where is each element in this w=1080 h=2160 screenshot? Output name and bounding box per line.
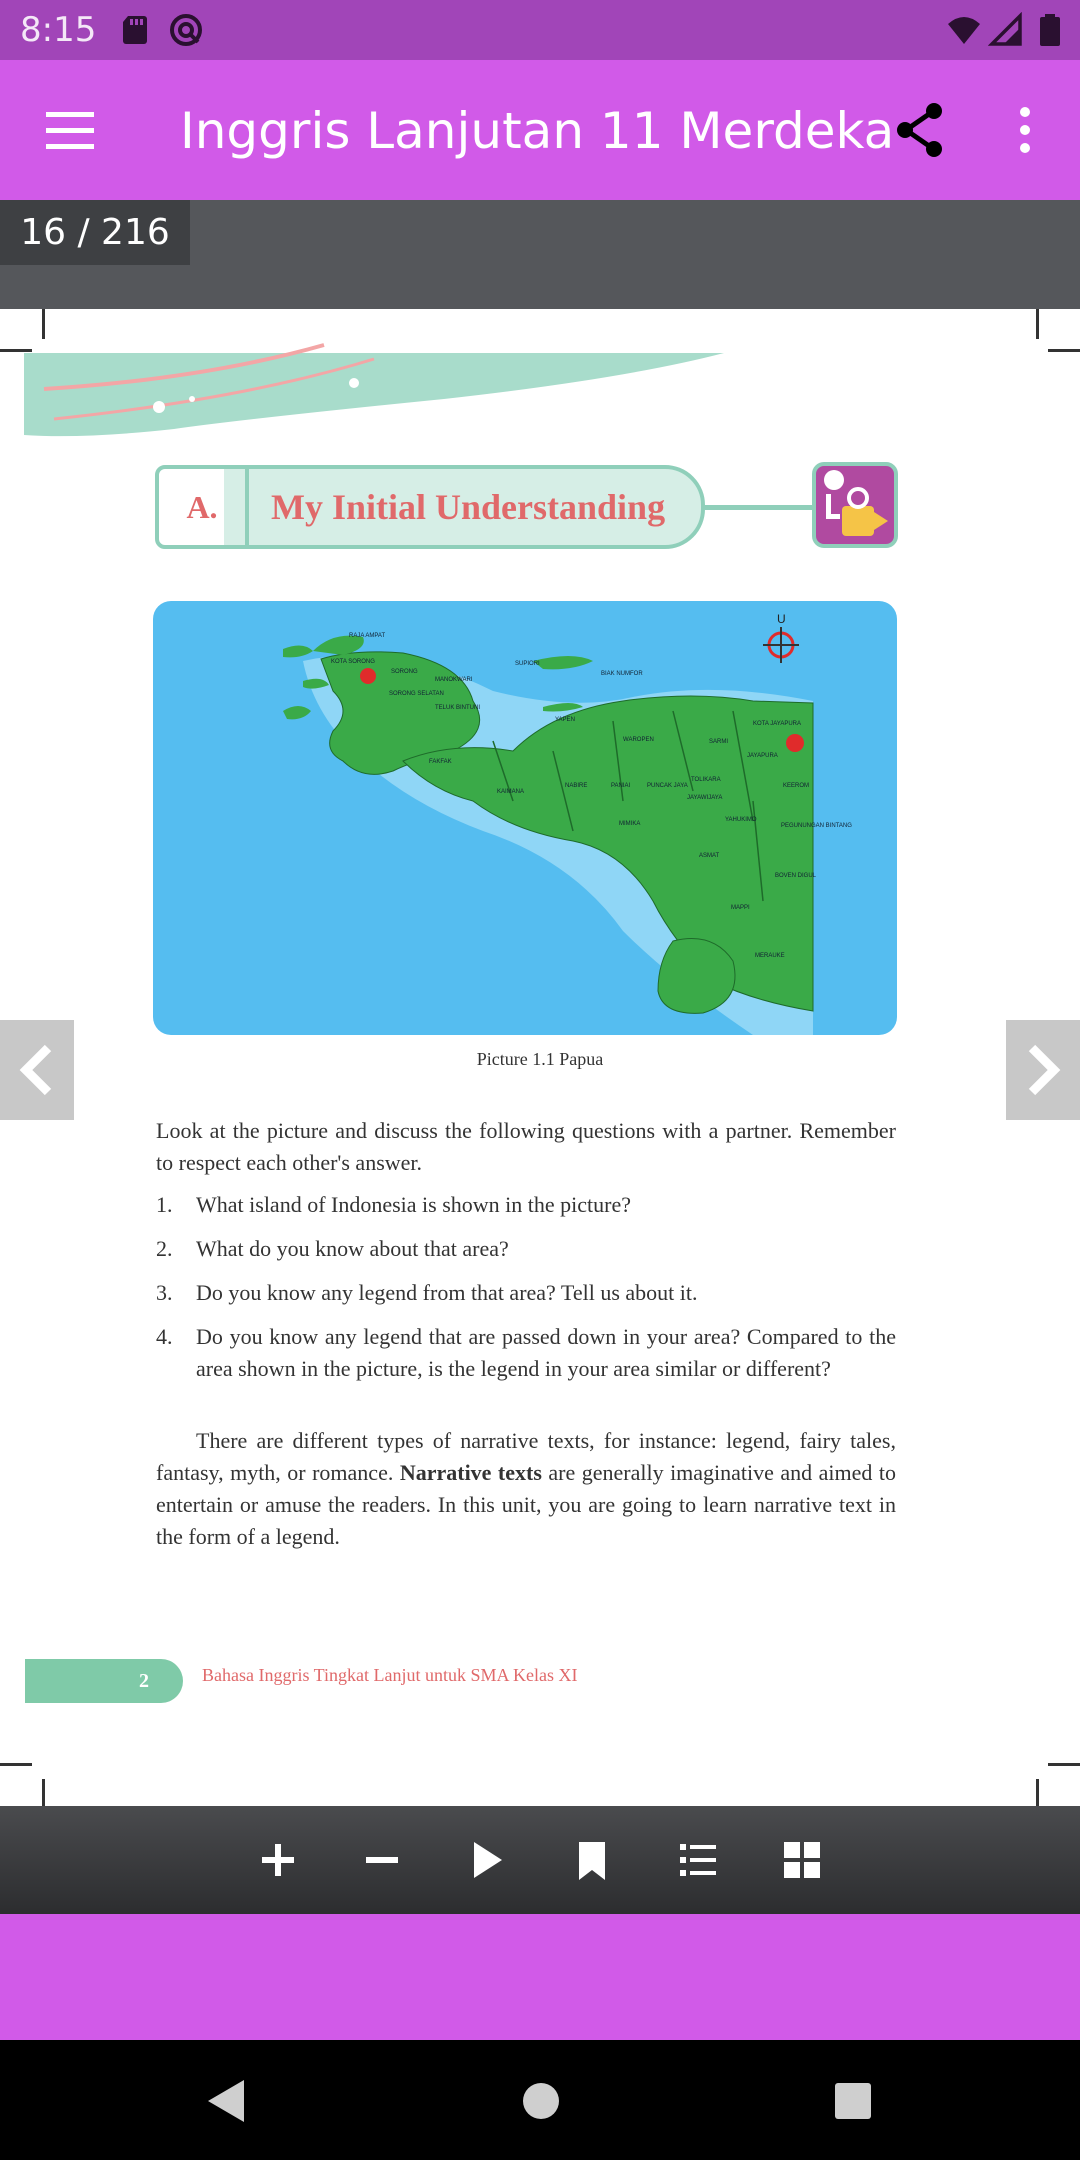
grid-icon	[776, 1834, 828, 1886]
section-title: My Initial Understanding	[271, 487, 666, 527]
question-text: Do you know any legend from that area? Tell us about it.	[196, 1280, 698, 1305]
map-label: JAYAWIJAYA	[687, 795, 723, 801]
question-text: What do you know about that area?	[196, 1236, 509, 1261]
bookmark-button[interactable]	[566, 1834, 618, 1886]
zoom-in-icon	[252, 1834, 304, 1886]
papua-map-graphic	[153, 601, 897, 1035]
map-label: MIMIKA	[619, 821, 641, 827]
map-label: SORONG SELATAN	[389, 691, 444, 697]
zoom-out-icon	[356, 1834, 408, 1886]
section-header	[155, 465, 705, 549]
map-label: SARMI	[709, 739, 729, 745]
footer-page-number: 2	[139, 1670, 149, 1692]
map-label: KOTA SORONG	[331, 659, 375, 665]
map-label: TELUK BINTUNI	[435, 705, 481, 711]
menu-button[interactable]	[30, 100, 110, 160]
thumbnail-grid-button[interactable]	[776, 1834, 828, 1886]
question-item	[156, 1277, 896, 1309]
map-label: SUPIORI	[515, 661, 540, 667]
signal-icon	[988, 12, 1024, 48]
map-label: ASMAT	[699, 853, 720, 859]
sync-icon	[168, 12, 204, 48]
map-label: YAHUKIMO	[725, 817, 757, 823]
papua-map	[153, 601, 897, 1035]
table-of-contents-button[interactable]	[672, 1834, 724, 1886]
status-time: 8:15	[20, 10, 97, 50]
crop-mark	[1048, 1763, 1080, 1766]
app-title: Inggris Lanjutan 11 Merdeka	[180, 102, 895, 160]
question-text: Do you know any legend that are passed down in your area? Compared to the area shown in the picture, is the legend in your area similar or different?	[196, 1324, 896, 1381]
header-wave-decoration	[24, 339, 730, 449]
share-icon	[890, 100, 950, 160]
map-label: YAPEN	[555, 717, 575, 723]
system-back-button[interactable]	[196, 2076, 256, 2126]
footer-page-pill	[25, 1659, 183, 1703]
map-label: WAROPEN	[623, 737, 654, 743]
ad-banner-area	[0, 1914, 1080, 2040]
more-options-button[interactable]	[1000, 100, 1050, 160]
map-label: KAIMANA	[497, 789, 525, 795]
map-label: FAKFAK	[429, 759, 452, 765]
question-number: 1.	[156, 1192, 173, 1217]
play-button[interactable]	[460, 1834, 512, 1886]
map-label: PANIAI	[611, 783, 631, 789]
question-number: 3.	[156, 1280, 173, 1305]
more-vert-icon	[1000, 100, 1050, 160]
recents-icon	[828, 2076, 878, 2126]
previous-page-button[interactable]	[0, 1020, 74, 1120]
map-label: JAYAPURA	[747, 753, 778, 759]
map-label: PUNCAK JAYA	[647, 783, 688, 789]
crop-mark	[1036, 1779, 1039, 1806]
home-icon	[516, 2076, 566, 2126]
section-letter: A.	[159, 469, 249, 545]
map-label: BIAK NUMFOR	[601, 671, 643, 677]
back-icon	[196, 2076, 256, 2126]
map-label: MAPPI	[731, 905, 750, 911]
intro-paragraph: Look at the picture and discuss the following questions with a partner. Remember to respect each other's answer.	[156, 1118, 896, 1175]
page-indicator: 16 / 216	[0, 200, 190, 265]
chevron-right-icon	[1006, 1020, 1080, 1120]
map-label: SORONG	[391, 669, 418, 675]
bottom-toolbar	[0, 1806, 1080, 1914]
map-label: BOVEN DIGUL	[775, 873, 817, 879]
question-item	[156, 1233, 896, 1265]
zoom-in-button[interactable]	[252, 1834, 304, 1886]
system-home-button[interactable]	[516, 2076, 566, 2126]
map-label: KEEROM	[783, 783, 810, 789]
map-label: TOLIKARA	[691, 777, 721, 783]
paragraph-text: are generally imaginative and aimed to entertain or amuse the readers. In this unit, you are going to learn narrative text in the form of a legend.	[156, 1460, 897, 1549]
crop-mark	[0, 1763, 32, 1766]
map-label: NABIRE	[565, 783, 588, 789]
next-page-button[interactable]	[1006, 1020, 1080, 1120]
map-label: KOTA JAYAPURA	[753, 721, 802, 727]
narrative-paragraph	[156, 1425, 896, 1553]
crop-mark	[42, 309, 45, 339]
map-label: RAJA AMPAT	[349, 633, 386, 639]
document-page[interactable]	[0, 309, 1080, 1806]
bookmark-icon	[566, 1834, 618, 1886]
crop-mark	[42, 1779, 45, 1806]
question-text: What island of Indonesia is shown in the picture?	[196, 1192, 632, 1217]
status-bar	[0, 0, 1080, 60]
map-label: MANOKWARI	[435, 677, 473, 683]
question-item	[156, 1189, 896, 1221]
map-label: PEGUNUNGAN BINTANG	[781, 823, 852, 829]
page-strip	[0, 200, 1080, 309]
share-button[interactable]	[890, 100, 950, 160]
map-label: MERAUKE	[755, 953, 785, 959]
question-item	[156, 1321, 896, 1417]
learning-objective-icon	[812, 462, 898, 548]
zoom-out-button[interactable]	[356, 1834, 408, 1886]
compass-label: U	[777, 612, 786, 626]
sd-card-icon	[118, 12, 154, 48]
play-icon	[460, 1834, 512, 1886]
figure-caption: Picture 1.1 Papua	[476, 1049, 604, 1069]
system-navigation-bar	[0, 2040, 1080, 2160]
paragraph-text: There are different types of narrative texts, for instance: legend, fairy tales, fantasy, myth, or romance.	[156, 1428, 896, 1485]
footer-book-title: Bahasa Inggris Tingkat Lanjut untuk SMA Kelas XI	[202, 1665, 578, 1685]
list-icon	[672, 1834, 724, 1886]
crop-mark	[1036, 309, 1039, 339]
section-line	[705, 505, 815, 510]
wifi-icon	[946, 12, 982, 48]
battery-icon	[1032, 12, 1068, 48]
crop-mark	[1048, 349, 1080, 352]
system-recents-button[interactable]	[828, 2076, 878, 2126]
question-number: 2.	[156, 1236, 173, 1261]
hamburger-menu-icon	[30, 100, 110, 160]
app-bar	[0, 60, 1080, 200]
question-number: 4.	[156, 1324, 173, 1349]
chevron-left-icon	[0, 1020, 74, 1120]
paragraph-bold-text: Narrative texts	[399, 1460, 542, 1485]
